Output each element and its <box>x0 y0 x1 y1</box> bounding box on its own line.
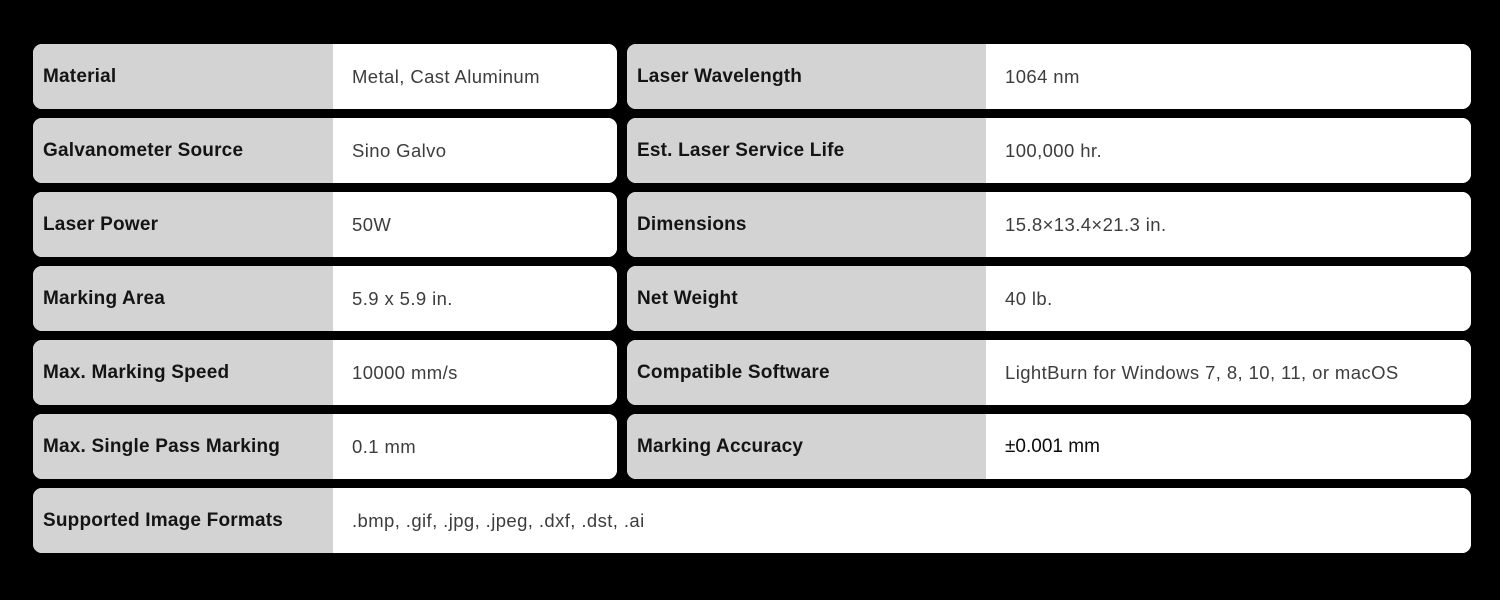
spec-row-marking-accuracy <box>627 414 1471 479</box>
spec-label: Compatible Software <box>627 340 986 405</box>
spec-row-laser-service-life <box>627 118 1471 183</box>
spec-row-supported-image-formats <box>33 488 1471 553</box>
spec-label: Material <box>33 44 333 109</box>
spec-label: Laser Power <box>33 192 333 257</box>
spec-value: ±0.001 mm <box>986 414 1471 479</box>
spec-value: .bmp, .gif, .jpg, .jpeg, .dxf, .dst, .ai <box>333 488 1471 553</box>
spec-row-laser-wavelength <box>627 44 1471 109</box>
spec-label: Marking Area <box>33 266 333 331</box>
spec-label: Max. Single Pass Marking <box>33 414 333 479</box>
spec-value: 50W <box>333 192 617 257</box>
spec-value: LightBurn for Windows 7, 8, 10, 11, or macOS <box>986 340 1471 405</box>
spec-value: 1064 nm <box>986 44 1471 109</box>
spec-row-net-weight <box>627 266 1471 331</box>
spec-value: Sino Galvo <box>333 118 617 183</box>
spec-row-material <box>33 44 617 109</box>
spec-row-laser-power <box>33 192 617 257</box>
spec-row-marking-area <box>33 266 617 331</box>
spec-label: Laser Wavelength <box>627 44 986 109</box>
spec-value: 5.9 x 5.9 in. <box>333 266 617 331</box>
spec-label: Supported Image Formats <box>33 488 333 553</box>
spec-row-compatible-software <box>627 340 1471 405</box>
spec-row-galvanometer-source <box>33 118 617 183</box>
spec-label: Galvanometer Source <box>33 118 333 183</box>
spec-label: Max. Marking Speed <box>33 340 333 405</box>
spec-value: 15.8×13.4×21.3 in. <box>986 192 1471 257</box>
spec-value: 100,000 hr. <box>986 118 1471 183</box>
spec-row-dimensions <box>627 192 1471 257</box>
spec-label: Marking Accuracy <box>627 414 986 479</box>
spec-label: Dimensions <box>627 192 986 257</box>
spec-value: 40 lb. <box>986 266 1471 331</box>
spec-label: Net Weight <box>627 266 986 331</box>
specifications-table <box>33 44 1471 553</box>
spec-value: 0.1 mm <box>333 414 617 479</box>
spec-row-max-single-pass-marking <box>33 414 617 479</box>
spec-row-max-marking-speed <box>33 340 617 405</box>
spec-value: Metal, Cast Aluminum <box>333 44 617 109</box>
spec-label: Est. Laser Service Life <box>627 118 986 183</box>
spec-value: 10000 mm/s <box>333 340 617 405</box>
